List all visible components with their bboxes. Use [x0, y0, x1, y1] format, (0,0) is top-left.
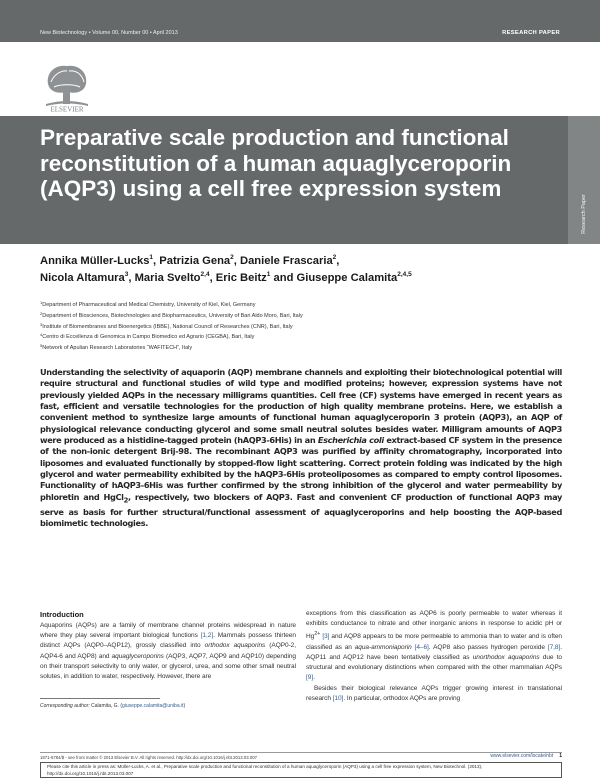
author-name[interactable]: Eric Beitz [215, 272, 267, 284]
elsevier-logo[interactable] [40, 60, 96, 112]
journal-url-link[interactable]: www.elsevier.com/locate/nbt [490, 753, 554, 759]
citation-link[interactable]: [9] [306, 674, 314, 682]
affiliation-num: 1 [40, 300, 43, 305]
abstract-subscript: 2 [123, 496, 128, 505]
citation-link[interactable]: [4–6] [414, 643, 429, 651]
author-sup: 2 [332, 254, 337, 261]
author-sep: , [233, 255, 240, 267]
citation-link[interactable]: [3] [322, 633, 330, 641]
text-run: (AQP0-2, AQP4-6 and AQP8) and [40, 642, 296, 660]
affiliation-item [40, 311, 560, 322]
text-run: and AQP8 appears to be more permeable to ammonia than to water and is often classified as an [306, 633, 562, 651]
abstract-text [40, 367, 562, 529]
section-tag: RESEARCH PAPER [502, 30, 560, 36]
abstract [40, 367, 562, 529]
author-name[interactable]: Giuseppe Calamita [296, 272, 398, 284]
author-name[interactable]: Nicola Altamura [40, 272, 125, 284]
italic-term: aquaglyceroporins [111, 652, 164, 660]
text-run: . AQP8 also passes hydrogen peroxide [428, 643, 548, 651]
footnote-label: Corresponding author: [40, 703, 92, 709]
author-sup: 2,4 [200, 271, 210, 278]
intro-left-column [40, 609, 296, 682]
affiliation-item [40, 322, 560, 333]
affiliation-num: 3 [40, 321, 43, 327]
author-name[interactable]: Patrizia Gena [159, 255, 231, 267]
footnote-rule [40, 698, 160, 699]
footnote-text: Calamita, G. ( [91, 703, 122, 709]
text-run: . [313, 674, 315, 682]
author-name[interactable]: Annika Müller-Lucks [40, 255, 150, 267]
text-run: . AQP11 and AQP12 have been tentatively classified as [306, 643, 562, 661]
affiliations [40, 300, 560, 354]
italic-term: orthodox aquaporins [204, 642, 266, 650]
article-title: Preparative scale production and functional reconstitution of a human aquaglyceroporin (AQP3) using a cell free expression system [40, 125, 512, 201]
author-name[interactable]: Daniele Frascaria [240, 255, 333, 267]
journal-line: New Biotechnology • Volume 00, Number 00 • April 2013 [40, 30, 178, 36]
text-run: due to structural and evolutionary distinctions when compared with the other mammalian AQPs [306, 653, 562, 672]
abstract-part: Understanding the selectivity of aquaporin (AQP) membrane channels and exploiting their biotechnological potential will require structural and functional studies of wild type and modified proteins; however, expression systems have not previously yielded AQPs in the necessary milligrams quantities. Cell free (CF) systems have emerged in recent years as fast, efficient and versatile technologies for the production of high quality membrane proteins. Here, we establish a convenient method to synthesize large amounts of functional human aquaglyceroporin 3 protein (AQP3), an AQP of physiological relevance conducting glycerol and some small neutral solutes besides water. Milligram amounts of AQP3 were produced as a histidine-tagged protein (hAQP3-6His) in an [40, 367, 562, 446]
italic-term: unorthodox aquaporins [472, 653, 540, 661]
affiliation-item [40, 332, 560, 343]
tree-icon [40, 60, 96, 112]
intro-right-column [306, 609, 562, 704]
author-sup: 1 [149, 254, 154, 261]
intro-paragraph [40, 621, 296, 682]
affiliation-text: Department of Pharmaceutical and Medical Chemistry, University of Kiel, Kiel, Germany [42, 302, 256, 308]
author-sep: and [270, 272, 297, 284]
author-sup: 1 [266, 271, 271, 278]
footnote-end: ) [183, 703, 186, 709]
abstract-part: extract-based CF system in the presence of the non-ionic detergent Brij-98. The recombinant AQP3 was purified by affinity chromatography, incorporated into liposomes and evaluated functionally by stopped-flow light scattering. Correct protein folding was indicated by the high glycerol and water permeability exhibited by the hAQP3-6His proteoliposomes as compared to empty control liposomes. Functionality of hAQP3-6His was further confirmed by the strong inhibition of the glycerol and water permeability by phloretin and HgCl [40, 435, 563, 502]
affiliation-text: Centro di Eccellenza di Genomica in Campo Biomedico ed Agrario (CEGBA), Bari, Italy [42, 334, 255, 341]
author-sup: 2 [230, 254, 234, 261]
author-sep: , [209, 272, 216, 284]
author-sup: 2,4,5 [397, 271, 412, 278]
intro-paragraph [306, 609, 562, 684]
author-sep: , [153, 255, 160, 267]
abstract-part: , respectively, two blockers of AQP3. Fast and convenient CF production of functional AQP3 may serve as basis for further structural/functional assessment of aquaglyceroporins and help boosting the AQP-based biomimetic technologies. [40, 491, 562, 529]
affiliation-text: Department of Biosciences, Biotechnologies and Biopharmaceutics, University of Bari Aldo Moro, Bari, Italy [42, 312, 303, 319]
text-run: exceptions from this classification as AQP6 is poorly permeable to water whereas it exhibits conductance to nitrate and other inorganic anions in response to acidic pH or Hg [306, 610, 562, 641]
affiliation-num: 2 [40, 310, 43, 316]
author-sep: , [336, 255, 340, 267]
footer-right [490, 753, 562, 759]
authors [40, 253, 560, 287]
citation-link[interactable]: [10] [332, 694, 344, 702]
author-name[interactable]: Maria Svelto [134, 272, 201, 284]
page-number: 1 [559, 753, 562, 759]
text-run: Aquaporins (AQPs) are a family of membrane channel proteins widespread in nature where they play several important biological functions [40, 622, 296, 640]
affiliation-item [40, 300, 560, 311]
affiliation-text: Network of Apulian Research Laboratories “WAFITECH”, Italy [42, 345, 193, 352]
affiliation-num: 5 [40, 343, 43, 349]
text-run: (AQP3, AQP7, AQP9 and AQP10) depending on their transport selectivity to only water, or glycerol, urea, and some other small neutral solutes, in addition to water, respectively. However, there are [40, 652, 296, 681]
affiliation-text: Institute of Biomembranes and Bioenergetics (IBBE), National Council of Researches (CNR), Bari, Italy [42, 323, 293, 330]
intro-paragraph [306, 684, 562, 704]
abstract-organism: Escherichia coli [317, 435, 384, 446]
text-run: Besides their biological relevance AQPs trigger growing interest in translational research [306, 684, 562, 702]
email-link[interactable]: giuseppe.calamita@uniba.it [122, 703, 184, 709]
author-sup: 3 [124, 271, 129, 278]
affiliation-num: 4 [40, 332, 43, 338]
text-run: . In particular, orthodox AQPs are proving [343, 694, 461, 702]
corresponding-author-note [40, 703, 300, 709]
superscript: 2+ [314, 631, 321, 638]
citation-link[interactable]: [7,8] [547, 643, 561, 651]
author-sep: , [128, 272, 135, 284]
footer-rule [40, 752, 562, 753]
text-run: . Mammals possess thirteen distinct AQPs (AQP0–AQP12), grossly classified into [40, 632, 296, 650]
affiliation-item [40, 343, 560, 354]
copyright-line: 1871-6784/$ - see front matter © 2013 Elsevier B.V. All rights reserved. http://dx.doi.org/10.1016/j.nbt.2013.03.007 [40, 755, 258, 760]
citation-box: Please cite this article in press as: Müller-Lucks, A. et al., Preparative scale production and functional reconstitution of a human aquaglyceroporin (AQP3) using a cell free expression system, New Biotechnol. (2013), http://dx.doi.org/10.1016/j.nbt.2013.03.007 [40, 762, 562, 778]
italic-term: aqua-ammoniaporin [354, 643, 412, 651]
citation-link[interactable]: [1,2] [200, 632, 214, 640]
intro-heading: Introduction [40, 610, 84, 619]
logo-text: ELSEVIER [50, 105, 84, 112]
side-label: Research Paper [581, 194, 587, 234]
